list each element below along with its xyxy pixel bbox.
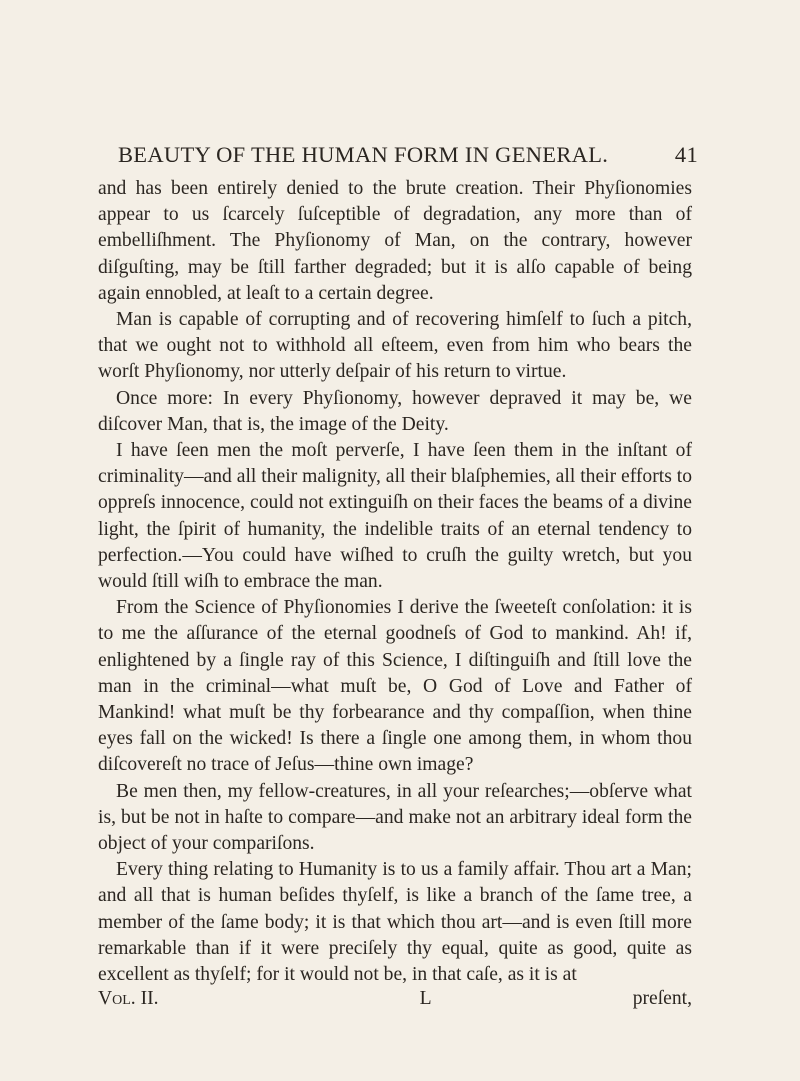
paragraph: Man is capable of corrupting and of recovering himſelf to ſuch a pitch, that we ought not to withhold all eſteem, even from him who bears the worſt Phyſionomy, nor utterly deſpair of his return to virtue. (98, 309, 692, 383)
signature-mark: L (419, 988, 432, 1009)
catchword: preſent, (632, 988, 692, 1009)
paragraph: Every thing relating to Humanity is to us a family affair. Thou art a Man; and all that is human beſides thyſelf, is like a branch of the ſame tree, a member of the ſame body; it is that which thou art—and is even ſtill more remarkable than if it were preciſely thy equal, quite as good, quite as excellent as thyſelf; for it would not be, in that caſe, as it is at (98, 859, 692, 986)
body-text (98, 176, 692, 988)
page-footer (98, 988, 692, 1010)
paragraph: Once more: In every Phyſionomy, however depraved it may be, we diſcover Man, that is, the image of the Deity. (98, 387, 692, 435)
paragraph: I have ſeen men the moſt perverſe, I have ſeen them in the inſtant of criminality—and all their malignity, all their blaſphemies, all their efforts to oppreſs innocence, could not extinguiſh on their faces the beams of a divine light, the ſpirit of humanity, the indelible traits of an eternal tendency to perfection.—You could have wiſhed to cruſh the guilty wretch, but you would ſtill wiſh to embrace the man. (98, 440, 692, 593)
running-head (118, 142, 698, 168)
paragraph: and has been entirely denied to the brute creation. Their Phyſionomies appear to us ſcarcely ſuſceptible of degradation, any more than of embelliſhment. The Phyſionomy of Man, on the contrary, however diſguſting, may be ſtill farther degraded; but it is alſo capable of being again ennobled, at leaſt to a certain degree. (98, 178, 692, 304)
paragraph: From the Science of Phyſionomies I derive the ſweeteſt conſolation: it is to me the aſſurance of the eternal goodneſs of God to mankind. Ah! if, enlightened by a ſingle ray of this Science, I diſtinguiſh and ſtill love the man in the criminal—what muſt be, O God of Love and Father of Mankind! what muſt be thy forbearance and thy compaſſion, when thine eyes fall on the wicked! Is there a ſingle one among them, in whom thou diſcovereſt no trace of Jeſus—thine own image? (98, 597, 692, 776)
paragraph: Be men then, my fellow-creatures, in all your reſearches;—obſerve what is, but be not in haſte to compare—and make not an arbitrary ideal form the object of your compariſons. (98, 780, 692, 855)
running-title: BEAUTY OF THE HUMAN FORM IN GENERAL. (118, 142, 609, 167)
volume-label: Vol. II. (98, 988, 159, 1009)
page-number: 41 (674, 142, 698, 167)
